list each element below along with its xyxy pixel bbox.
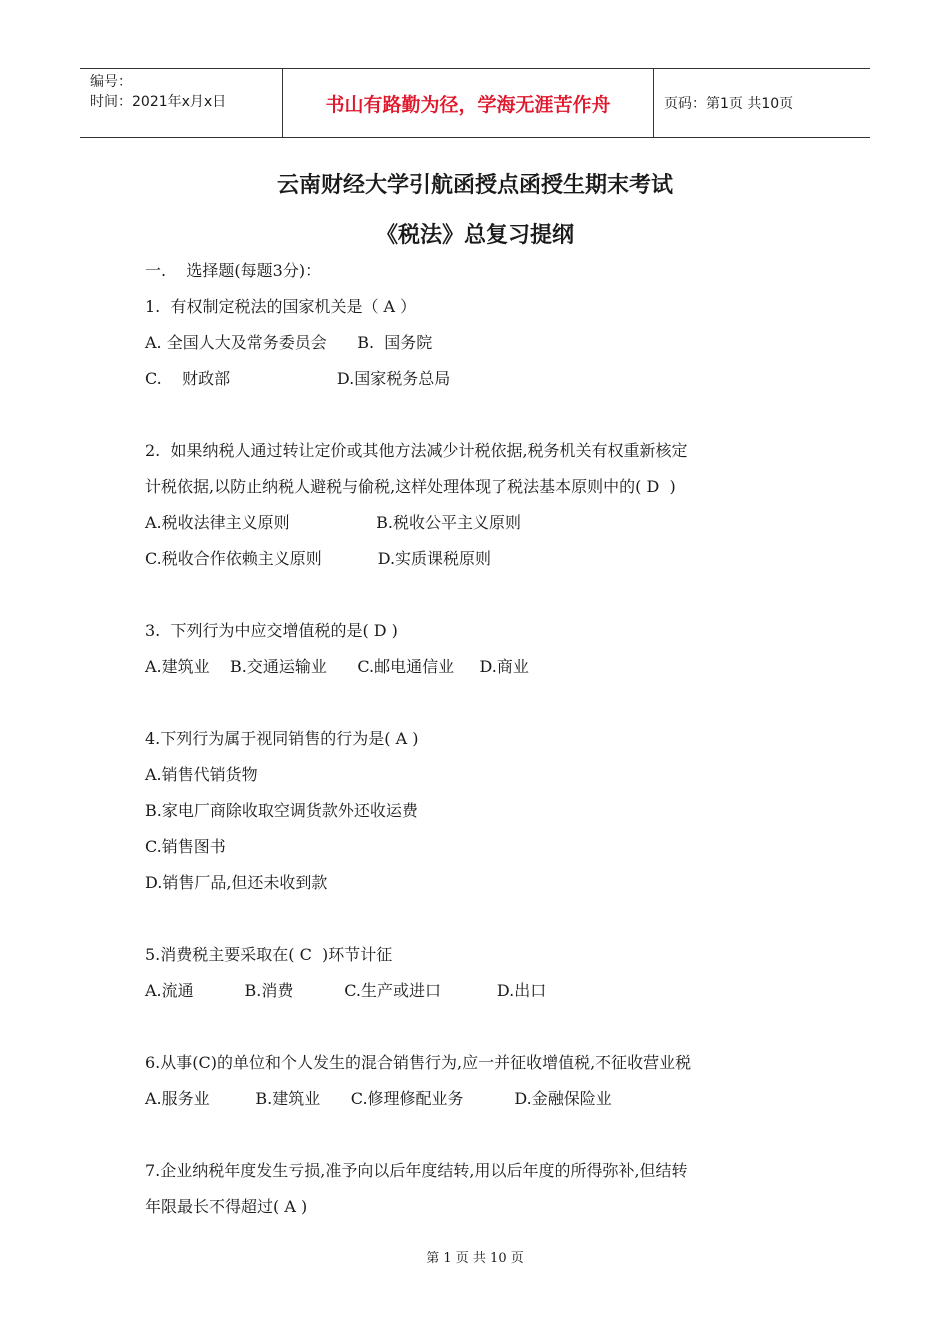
option-line: D.销售厂品,但还未收到款 (145, 873, 328, 892)
option-line: C. 财政部 D.国家税务总局 (145, 369, 451, 388)
page-header (80, 68, 870, 138)
option-line: A.销售代销货物 (145, 765, 258, 784)
header-left-cell (80, 69, 282, 137)
option-line: B.家电厂商除收取空调货款外还收运费 (145, 801, 418, 820)
option-line: A.服务业 B.建筑业 C.修理修配业务 D.金融保险业 (145, 1089, 612, 1108)
question-line: 5.消费税主要采取在( C )环节计征 (145, 945, 393, 964)
date-line: 时间：2021年x月x日 (90, 94, 227, 110)
question-line: 计税依据,以防止纳税人避税与偷税,这样处理体现了税法基本原则中的( D ) (145, 477, 676, 496)
question-line: 6.从事(C)的单位和个人发生的混合销售行为,应一并征收增值税,不征收营业税 (145, 1053, 692, 1072)
option-line: A. 全国人大及常务委员会 B. 国务院 (145, 333, 433, 352)
header-page-info: 页码：第1页 共10页 (664, 96, 794, 112)
serial-number-label: 编号： (90, 74, 132, 90)
section-heading: 一. 选择题(每题3分)： (145, 261, 322, 280)
option-line: A.税收法律主义原则 B.税收公平主义原则 (145, 513, 521, 532)
question-line: 3. 下列行为中应交增值税的是( D ) (145, 621, 398, 640)
document-title: 云南财经大学引航函授点函授生期末考试 (276, 173, 673, 198)
question-line: 4.下列行为属于视同销售的行为是( A ) (145, 729, 419, 748)
option-line: A.流通 B.消费 C.生产或进口 D.出口 (145, 981, 547, 1000)
option-line: A.建筑业 B.交通运输业 C.邮电通信业 D.商业 (145, 657, 529, 676)
option-line: C.税收合作依赖主义原则 D.实质课税原则 (145, 549, 492, 568)
document-subtitle: 《税法》总复习提纲 (375, 223, 574, 248)
question-line: 1. 有权制定税法的国家机关是（ A ） (145, 297, 417, 316)
question-line: 7.企业纳税年度发生亏损,准予向以后年度结转,用以后年度的所得弥补,但结转 (145, 1161, 688, 1180)
option-line: C.销售图书 (145, 837, 226, 856)
question-line: 2. 如果纳税人通过转让定价或其他方法减少计税依据,税务机关有权重新核定 (145, 441, 688, 460)
question-line: 年限最长不得超过( A ) (145, 1197, 308, 1216)
page-footer: 第 1 页 共 10 页 (426, 1251, 524, 1266)
header-motto: 书山有路勤为径，学海无涯苦作舟 (282, 69, 654, 137)
